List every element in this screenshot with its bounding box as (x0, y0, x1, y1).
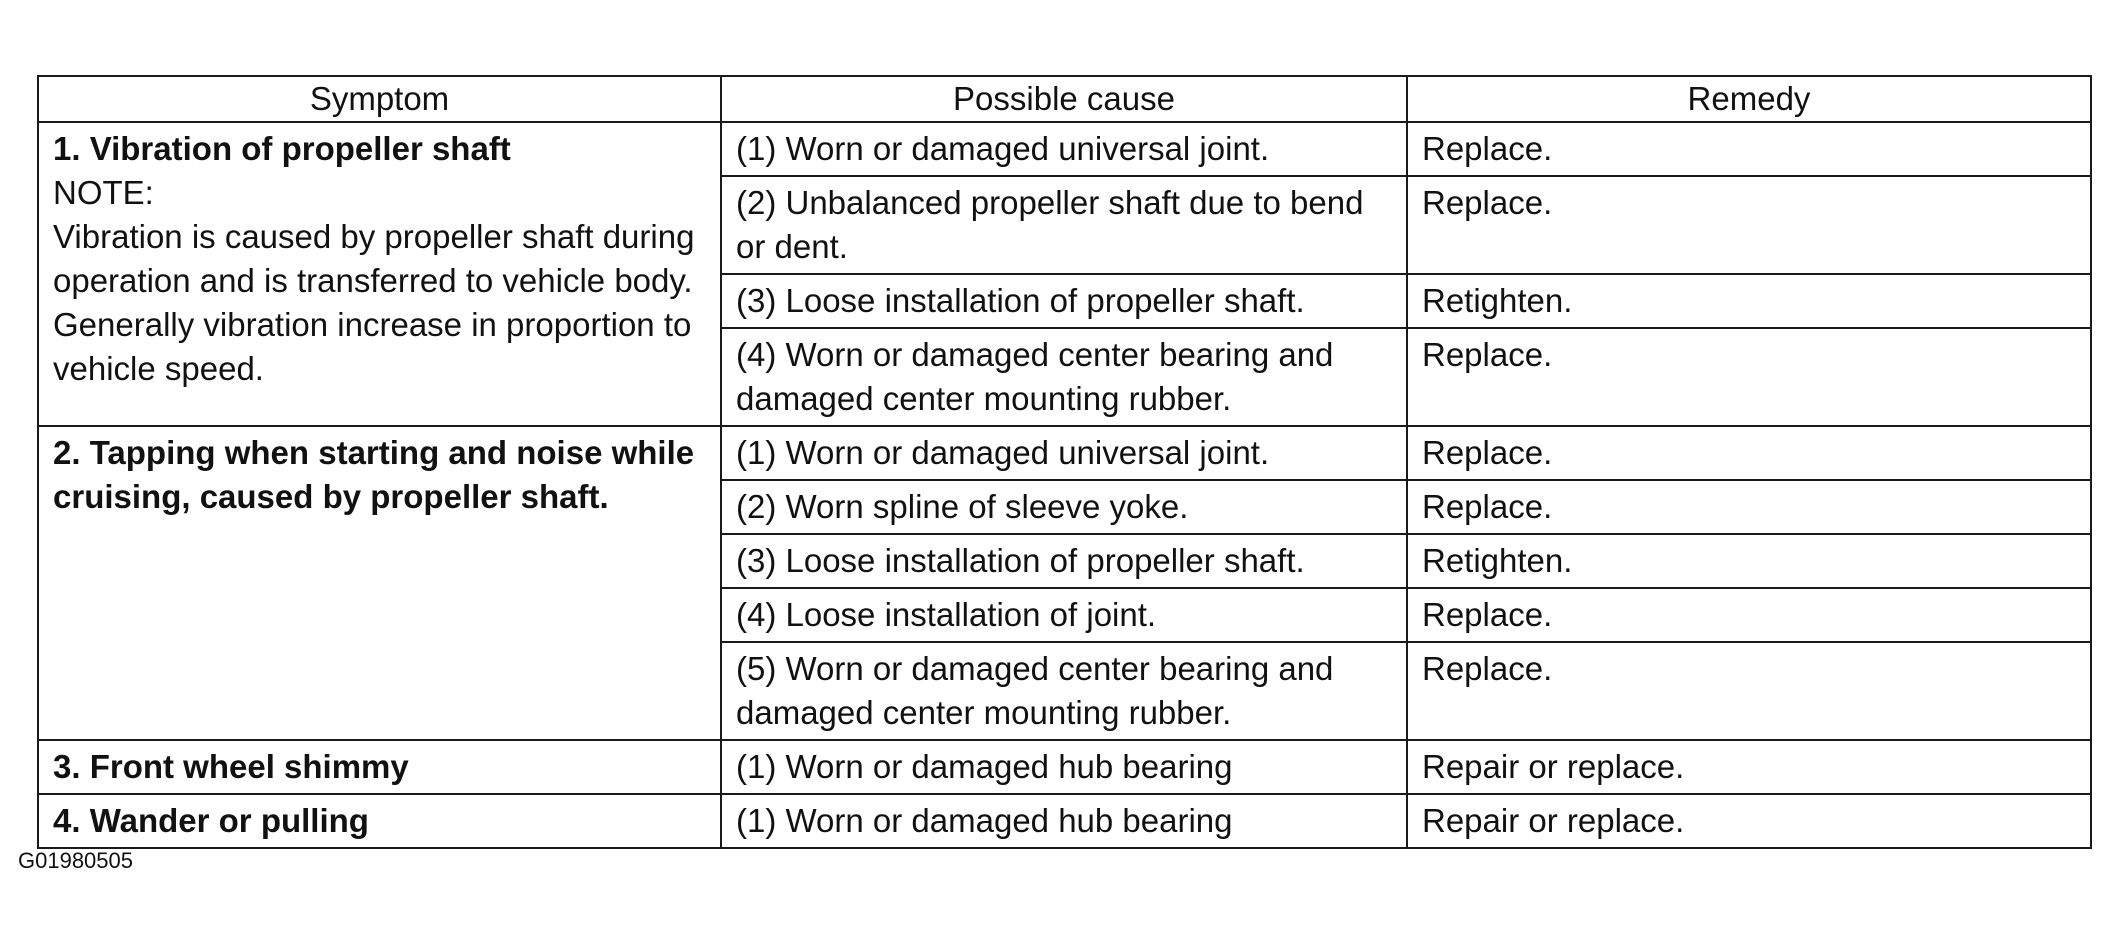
cause-cell: (3) Loose installation of propeller shaft. (721, 534, 1407, 588)
cause-cell: (1) Worn or damaged hub bearing (721, 794, 1407, 848)
cause-cell: (4) Loose installation of joint. (721, 588, 1407, 642)
cause-cell: (4) Worn or damaged center bearing and damaged center mounting rubber. (721, 328, 1407, 426)
cause-cell: (1) Worn or damaged universal joint. (721, 426, 1407, 480)
cause-cell: (2) Worn spline of sleeve yoke. (721, 480, 1407, 534)
remedy-cell: Retighten. (1407, 274, 2091, 328)
table-row (38, 122, 2091, 176)
note-label: NOTE: (53, 174, 154, 211)
cause-cell: (2) Unbalanced propeller shaft due to bend or dent. (721, 176, 1407, 274)
remedy-cell: Repair or replace. (1407, 794, 2091, 848)
cause-cell: (3) Loose installation of propeller shaft. (721, 274, 1407, 328)
remedy-header: Remedy (1407, 76, 2091, 122)
remedy-cell: Replace. (1407, 328, 2091, 426)
remedy-cell: Repair or replace. (1407, 740, 2091, 794)
symptom-cell (38, 122, 721, 426)
table-row (38, 740, 2091, 794)
symptom-title: 1. Vibration of propeller shaft (53, 130, 511, 167)
header-row (38, 76, 2091, 122)
cause-cell: (1) Worn or damaged hub bearing (721, 740, 1407, 794)
remedy-cell: Replace. (1407, 122, 2091, 176)
symptom-cell (38, 426, 721, 740)
cause-cell: (5) Worn or damaged center bearing and damaged center mounting rubber. (721, 642, 1407, 740)
remedy-cell: Replace. (1407, 588, 2091, 642)
table-row (38, 794, 2091, 848)
remedy-cell: Replace. (1407, 176, 2091, 274)
figure-code: G01980505 (18, 848, 133, 873)
symptom-title: 4. Wander or pulling (53, 802, 369, 839)
note-text: Vibration is caused by propeller shaft during operation and is transferred to vehicle body. Generally vibration increase in proportion to vehicle speed. (53, 218, 695, 387)
remedy-cell: Replace. (1407, 642, 2091, 740)
remedy-cell: Retighten. (1407, 534, 2091, 588)
cause-cell: (1) Worn or damaged universal joint. (721, 122, 1407, 176)
remedy-cell: Replace. (1407, 480, 2091, 534)
symptom-title: 2. Tapping when starting and noise while cruising, caused by propeller shaft. (53, 434, 695, 515)
symptom-cell (38, 740, 721, 794)
symptom-header: Symptom (38, 76, 721, 122)
remedy-cell: Replace. (1407, 426, 2091, 480)
symptom-cell (38, 794, 721, 848)
cause-header: Possible cause (721, 76, 1407, 122)
table-row (38, 426, 2091, 480)
diagnosis-table (37, 75, 2092, 849)
symptom-title: 3. Front wheel shimmy (53, 748, 409, 785)
